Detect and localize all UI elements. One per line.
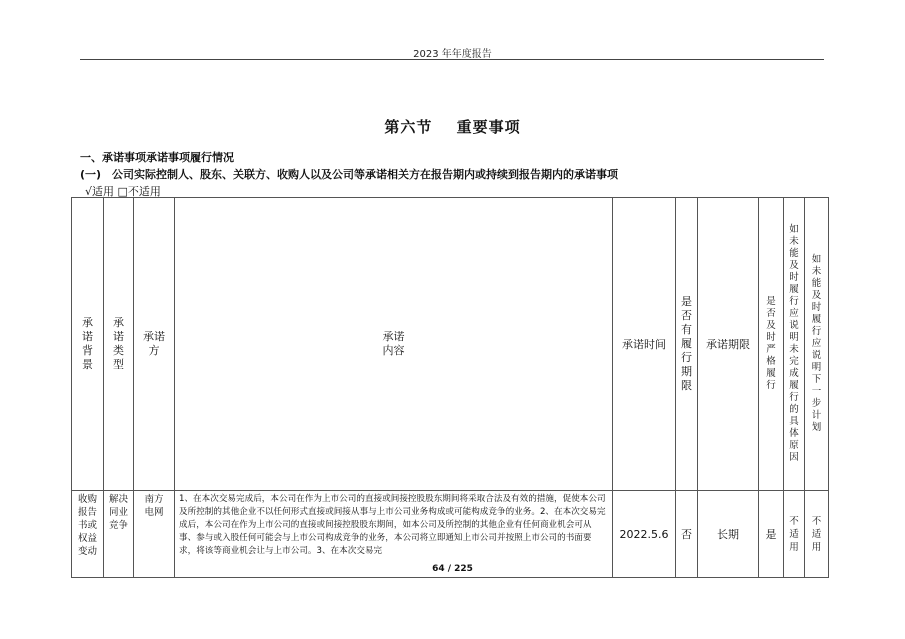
header-timely: 是否及时严格履行: [759, 198, 784, 491]
cell-background: 收购报告书或权益变动: [72, 491, 104, 578]
cell-content: 1、在本次交易完成后，本公司在作为上市公司的直接或间接控股股东期间将采取合法及有效的措施，促使本公司及所控制的其他企业不以任何形式直接或间接从事与上市公司业务构成或可能构成竞争的业务。2、在本次交易完成后，本公司在作为上市公司的直接或间接控股股东期间，如本公司及所控制的其他企业有任何商业机会可从事、参与或入股任何可能会与上市公司构成竞争的业务，本公司将立即通知上市公司并按照上市公司的书面要求，将该等商业机会让与上市公司。3、在本次交易完: [175, 491, 613, 578]
cell-period: 长期: [698, 491, 759, 578]
header-content: 承诺内容: [175, 198, 613, 491]
header-party: 承诺方: [134, 198, 175, 491]
header-reason: 如未能及时履行应说明未完成履行的具体原因: [784, 198, 805, 491]
page-number: 64 / 225: [432, 564, 473, 574]
heading-commitments: 一、承诺事项承诺事项履行情况: [80, 151, 234, 164]
cell-next-plan: 不适用: [805, 491, 829, 578]
applicability-checkbox-text: √适用 □不适用: [85, 185, 161, 198]
table-header-row: [72, 198, 829, 491]
report-header-title: 2023 年年度报告: [413, 49, 492, 60]
header-background: 承诺背景: [72, 198, 104, 491]
cell-time: 2022.5.6: [613, 491, 676, 578]
cell-timely: 是: [759, 491, 784, 578]
header-divider: [80, 59, 824, 60]
header-type: 承诺类型: [104, 198, 134, 491]
header-has-period: 是否有履行期限: [676, 198, 698, 491]
heading-commitment-parties: (一) 公司实际控制人、股东、关联方、收购人以及公司等承诺相关方在报告期内或持续到报告期内的承诺事项: [80, 168, 619, 181]
header-period: 承诺期限: [698, 198, 759, 491]
cell-reason: 不适用: [784, 491, 805, 578]
cell-type: 解决同业竞争: [104, 491, 134, 578]
commitments-table: [71, 197, 829, 578]
header-next-plan: 如未能及时履行应说明下一步计划: [805, 198, 829, 491]
header-time: 承诺时间: [613, 198, 676, 491]
section-title: 第六节 重要事项: [384, 118, 521, 136]
cell-has-period: 否: [676, 491, 698, 578]
cell-party: 南方电网: [134, 491, 175, 578]
